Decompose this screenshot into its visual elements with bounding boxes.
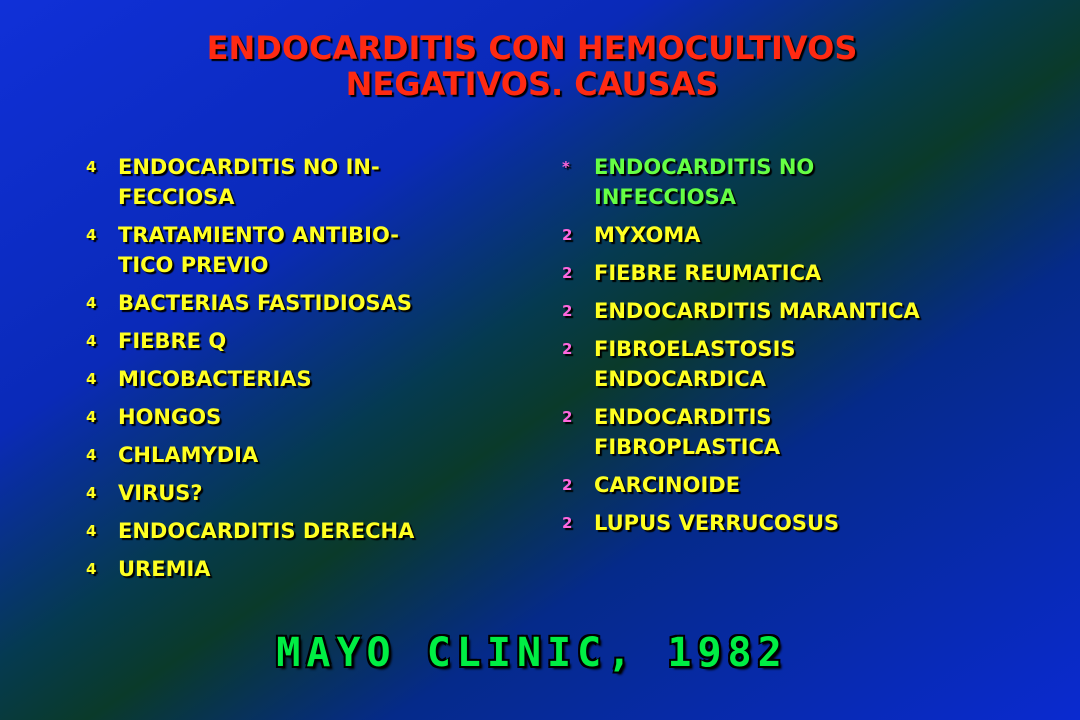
list-item-text: TRATAMIENTO ANTIBIO- TICO PREVIO [118,223,399,277]
right-list-item [562,470,1002,500]
bullet-icon: 4 [86,484,97,502]
bullet-icon: * [562,158,570,176]
list-item-text: FIBROELASTOSIS ENDOCARDICA [594,337,796,391]
right-list-heading [562,152,1002,212]
list-item-text: HONGOS [118,405,222,429]
right-list-item [562,296,1002,326]
list-item-text: ENDOCARDITIS NO IN- FECCIOSA [118,155,380,209]
list-item-text: ENDOCARDITIS FIBROPLASTICA [594,405,781,459]
left-list-item [86,326,476,356]
left-list-item [86,516,476,546]
bullet-icon: 4 [86,158,97,176]
right-list-item [562,402,1002,462]
list-item-text: BACTERIAS FASTIDIOSAS [118,291,413,315]
list-item-text: ENDOCARDITIS MARANTICA [594,299,920,323]
bullet-icon: 2 [562,302,573,320]
left-list-item [86,220,476,280]
list-item-text: FIEBRE REUMATICA [594,261,822,285]
source-caption: MAYO CLINIC, 1982 [276,630,788,676]
list-item-text: UREMIA [118,557,211,581]
bullet-icon: 4 [86,446,97,464]
slide-title [0,30,1064,102]
bullet-icon: 4 [86,370,97,388]
bullet-icon: 2 [562,514,573,532]
list-item-text: ENDOCARDITIS DERECHA [118,519,415,543]
list-item-text: CARCINOIDE [594,473,741,497]
bullet-icon: 4 [86,560,97,578]
bullet-icon: 2 [562,476,573,494]
bullet-icon: 2 [562,264,573,282]
list-item-text: LUPUS VERRUCOSUS [594,511,840,535]
left-list-item [86,440,476,470]
bullet-icon: 4 [86,294,97,312]
list-item-text: FIEBRE Q [118,329,227,353]
list-item-text: CHLAMYDIA [118,443,259,467]
left-list-item [86,152,476,212]
left-list-item [86,288,476,318]
left-cause-list [86,152,476,592]
right-list-item [562,220,1002,250]
right-list-item [562,508,1002,538]
bullet-icon: 4 [86,522,97,540]
list-item-text: MYXOMA [594,223,701,247]
list-item-text: MICOBACTERIAS [118,367,312,391]
bullet-icon: 2 [562,408,573,426]
bullet-icon: 4 [86,226,97,244]
list-item-text: VIRUS? [118,481,203,505]
bullet-icon: 2 [562,340,573,358]
left-list-item [86,554,476,584]
bullet-icon: 2 [562,226,573,244]
right-cause-list [562,152,1002,546]
title-line-2: NEGATIVOS. CAUSAS [345,65,719,103]
left-list-item [86,478,476,508]
bullet-icon: 4 [86,408,97,426]
list-item-text: ENDOCARDITIS NO INFECCIOSA [594,155,815,209]
right-list-item [562,258,1002,288]
left-list-item [86,364,476,394]
left-list-item [86,402,476,432]
bullet-icon: 4 [86,332,97,350]
title-line-1: ENDOCARDITIS CON HEMOCULTIVOS [206,29,858,67]
right-list-item [562,334,1002,394]
